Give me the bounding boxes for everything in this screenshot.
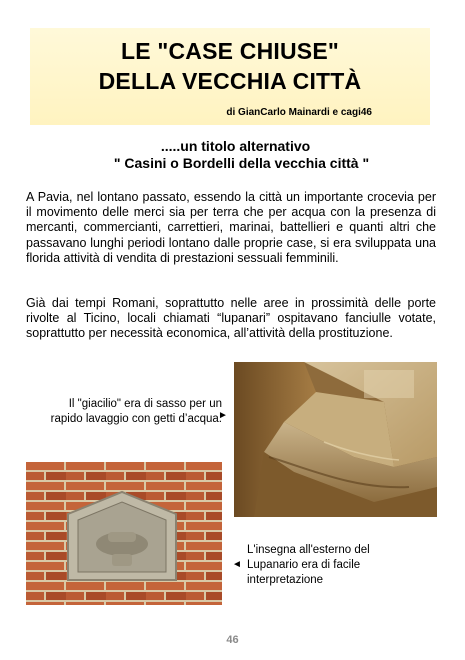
body-paragraph-1: A Pavia, nel lontano passato, essendo la città un importante crocevia per il movimento delle merci sia per terra che per acqua con la presenza di mercanti, commercianti, carrettieri, marinai, battellieri e quanti altri che passavano lunghi periodi lontano dalle proprie case, si era sviluppata una florida attività di vendita di prestazioni sessuali femminili. (26, 190, 436, 265)
subtitle-line1: .....un titolo alternativo (160, 138, 311, 154)
stone-bed-photo (234, 362, 437, 517)
page-number: 46 (226, 634, 239, 646)
caption-insegna: L'insegna all'esterno del Lupanario era di facile interpretazione (247, 544, 370, 586)
page-title-line1: LE "CASE CHIUSE" (121, 38, 339, 64)
page-title-line2: DELLA VECCHIA CITTÀ (98, 68, 362, 94)
caption-giaciglio: Il "giacilio" era di sasso per un rapido lavaggio con getti d’acqua. (50, 398, 222, 425)
body-paragraph-2: Già dai tempi Romani, soprattutto nelle aree in prossimità delle porte rivolte al Ticino, locali chiamati “lupanari” ospitavano fanciulle votate, soprattutto per necessità economica, all’attività della prostituzione. (26, 296, 436, 341)
caption-insegna-wrapper (232, 543, 412, 588)
author-byline: di GianCarlo Mainardi e cagi46 (226, 107, 372, 118)
arrow-left-icon: ◄ (232, 559, 242, 570)
brick-wall-illustration (26, 462, 222, 605)
brick-sign-photo (26, 462, 222, 605)
arrow-right-icon: ► (218, 410, 228, 421)
stone-bed-illustration (234, 362, 437, 517)
subtitle-line2: " Casini o Bordelli della vecchia città " (113, 155, 370, 171)
title-banner (30, 28, 430, 125)
